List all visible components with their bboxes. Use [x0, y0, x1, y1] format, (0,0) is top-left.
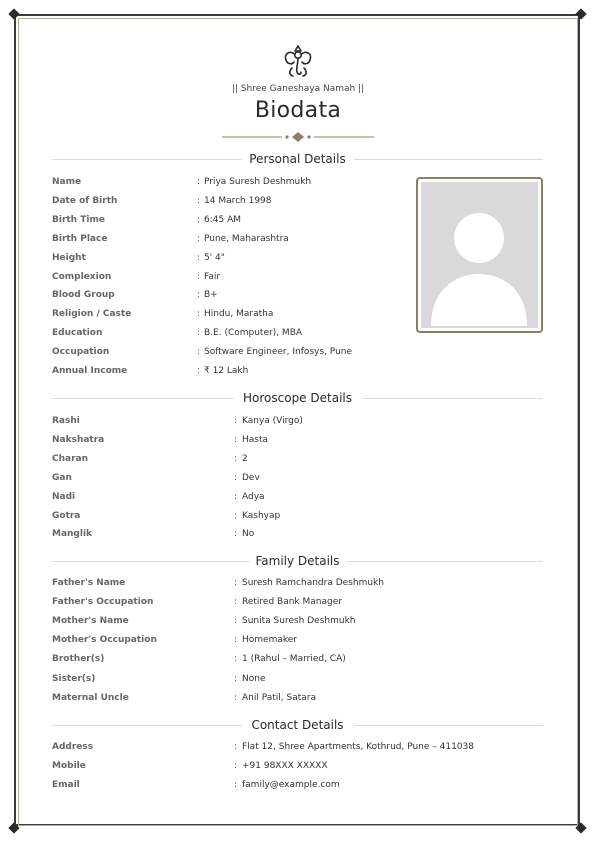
field-label: Mother's Occupation	[52, 635, 157, 646]
field-value: Retired Bank Manager	[242, 597, 342, 608]
field-label: Annual Income	[52, 366, 128, 376]
section-title: Contact Details	[251, 718, 344, 732]
field-separator: :	[197, 347, 201, 358]
field-separator: :	[234, 635, 238, 646]
field-value: Sunita Suresh Deshmukh	[242, 616, 356, 627]
field-separator: :	[234, 692, 238, 703]
shloka-text: || Shree Ganeshaya Namah ||	[231, 84, 365, 94]
field-separator: :	[234, 472, 238, 483]
field-label: Complexion	[52, 271, 112, 282]
field-label: Father's Name	[52, 578, 126, 588]
field-value: Flat 12, Shree Apartments, Kothrud, Pune – 411038	[242, 742, 474, 752]
field-value: Fair	[204, 271, 221, 282]
field-separator: :	[234, 578, 238, 588]
field-label: Charan	[52, 453, 89, 464]
field-label: Education	[52, 328, 103, 339]
section-title: Horoscope Details	[243, 391, 352, 405]
field-separator: :	[234, 780, 238, 790]
field-value: Pune, Maharashtra	[204, 233, 289, 244]
contact-details-heading	[52, 718, 543, 732]
field-label: Birth Place	[52, 233, 108, 244]
field-value: 1 (Rahul – Married, CA)	[242, 654, 346, 665]
field-separator: :	[234, 742, 238, 752]
section-title: Personal Details	[249, 152, 346, 166]
field-value: Dev	[242, 472, 260, 483]
field-value: Priya Suresh Deshmukh	[204, 177, 312, 187]
field-separator: :	[197, 177, 201, 187]
field-label: Manglik	[52, 529, 93, 540]
field-separator: :	[234, 416, 238, 426]
field-label: Birth Time	[52, 214, 105, 225]
field-label: Name	[52, 177, 82, 187]
field-separator: :	[197, 252, 201, 263]
field-separator: :	[197, 328, 201, 339]
field-value: ₹ 12 Lakh	[204, 366, 249, 376]
field-label: Maternal Uncle	[52, 692, 129, 703]
avatar-silhouette-icon	[421, 182, 536, 326]
field-value: Adya	[242, 491, 265, 502]
field-value: +91 98XXX XXXXX	[242, 761, 328, 771]
field-label: Sister(s)	[52, 673, 96, 684]
ganesha-icon	[283, 44, 313, 78]
field-value: Software Engineer, Infosys, Pune	[204, 347, 353, 358]
field-label: Height	[52, 252, 86, 263]
field-separator: :	[197, 195, 201, 206]
field-separator: :	[234, 616, 238, 627]
field-value: 6:45 AM	[204, 214, 241, 225]
field-value: No	[242, 529, 255, 540]
field-value: Anil Patil, Satara	[242, 692, 316, 703]
field-separator: :	[197, 233, 201, 244]
field-label: Mother's Name	[52, 616, 129, 627]
field-separator: :	[234, 597, 238, 608]
field-label: Mobile	[52, 761, 86, 771]
field-separator: :	[234, 434, 238, 445]
profile-photo	[416, 177, 543, 333]
page-title: Biodata	[254, 98, 342, 123]
field-label: Date of Birth	[52, 195, 118, 206]
field-label: Brother(s)	[52, 654, 105, 665]
field-separator: :	[234, 673, 238, 684]
personal-details-heading	[52, 152, 543, 166]
field-value: B+	[204, 290, 218, 301]
field-label: Occupation	[52, 347, 110, 358]
field-separator: :	[197, 366, 201, 376]
field-value: Suresh Ramchandra Deshmukh	[242, 578, 384, 588]
family-details-heading	[52, 554, 543, 568]
field-label: Nakshatra	[52, 434, 105, 445]
field-separator: :	[234, 491, 238, 502]
field-label: Religion / Caste	[52, 309, 132, 320]
field-label: Nadi	[52, 491, 76, 502]
section-title: Family Details	[255, 554, 340, 568]
field-separator: :	[234, 529, 238, 540]
horoscope-details-heading	[52, 391, 543, 405]
diamond-divider-icon	[222, 131, 374, 143]
field-value: Homemaker	[242, 635, 297, 646]
field-value: B.E. (Computer), MBA	[204, 328, 303, 339]
field-separator: :	[234, 761, 238, 771]
field-value: Kashyap	[242, 510, 281, 521]
field-separator: :	[234, 453, 238, 464]
field-separator: :	[197, 309, 201, 320]
field-value: 2	[242, 453, 248, 464]
field-label: Gan	[52, 472, 72, 483]
field-label: Rashi	[52, 416, 80, 426]
field-label: Address	[52, 742, 94, 752]
field-value: Hindu, Maratha	[204, 309, 274, 320]
field-label: Father's Occupation	[52, 597, 154, 608]
field-separator: :	[234, 510, 238, 521]
field-separator: :	[197, 271, 201, 282]
field-separator: :	[234, 654, 238, 665]
field-label: Email	[52, 780, 80, 790]
field-label: Blood Group	[52, 290, 115, 301]
field-value: 14 March 1998	[204, 195, 272, 206]
field-value: family@example.com	[242, 780, 340, 790]
field-value: Kanya (Virgo)	[242, 416, 303, 426]
field-label: Gotra	[52, 510, 81, 521]
field-separator: :	[197, 214, 201, 225]
field-separator: :	[197, 290, 201, 301]
field-value: 5' 4"	[204, 252, 225, 263]
field-value: None	[242, 673, 266, 684]
field-value: Hasta	[242, 434, 269, 445]
